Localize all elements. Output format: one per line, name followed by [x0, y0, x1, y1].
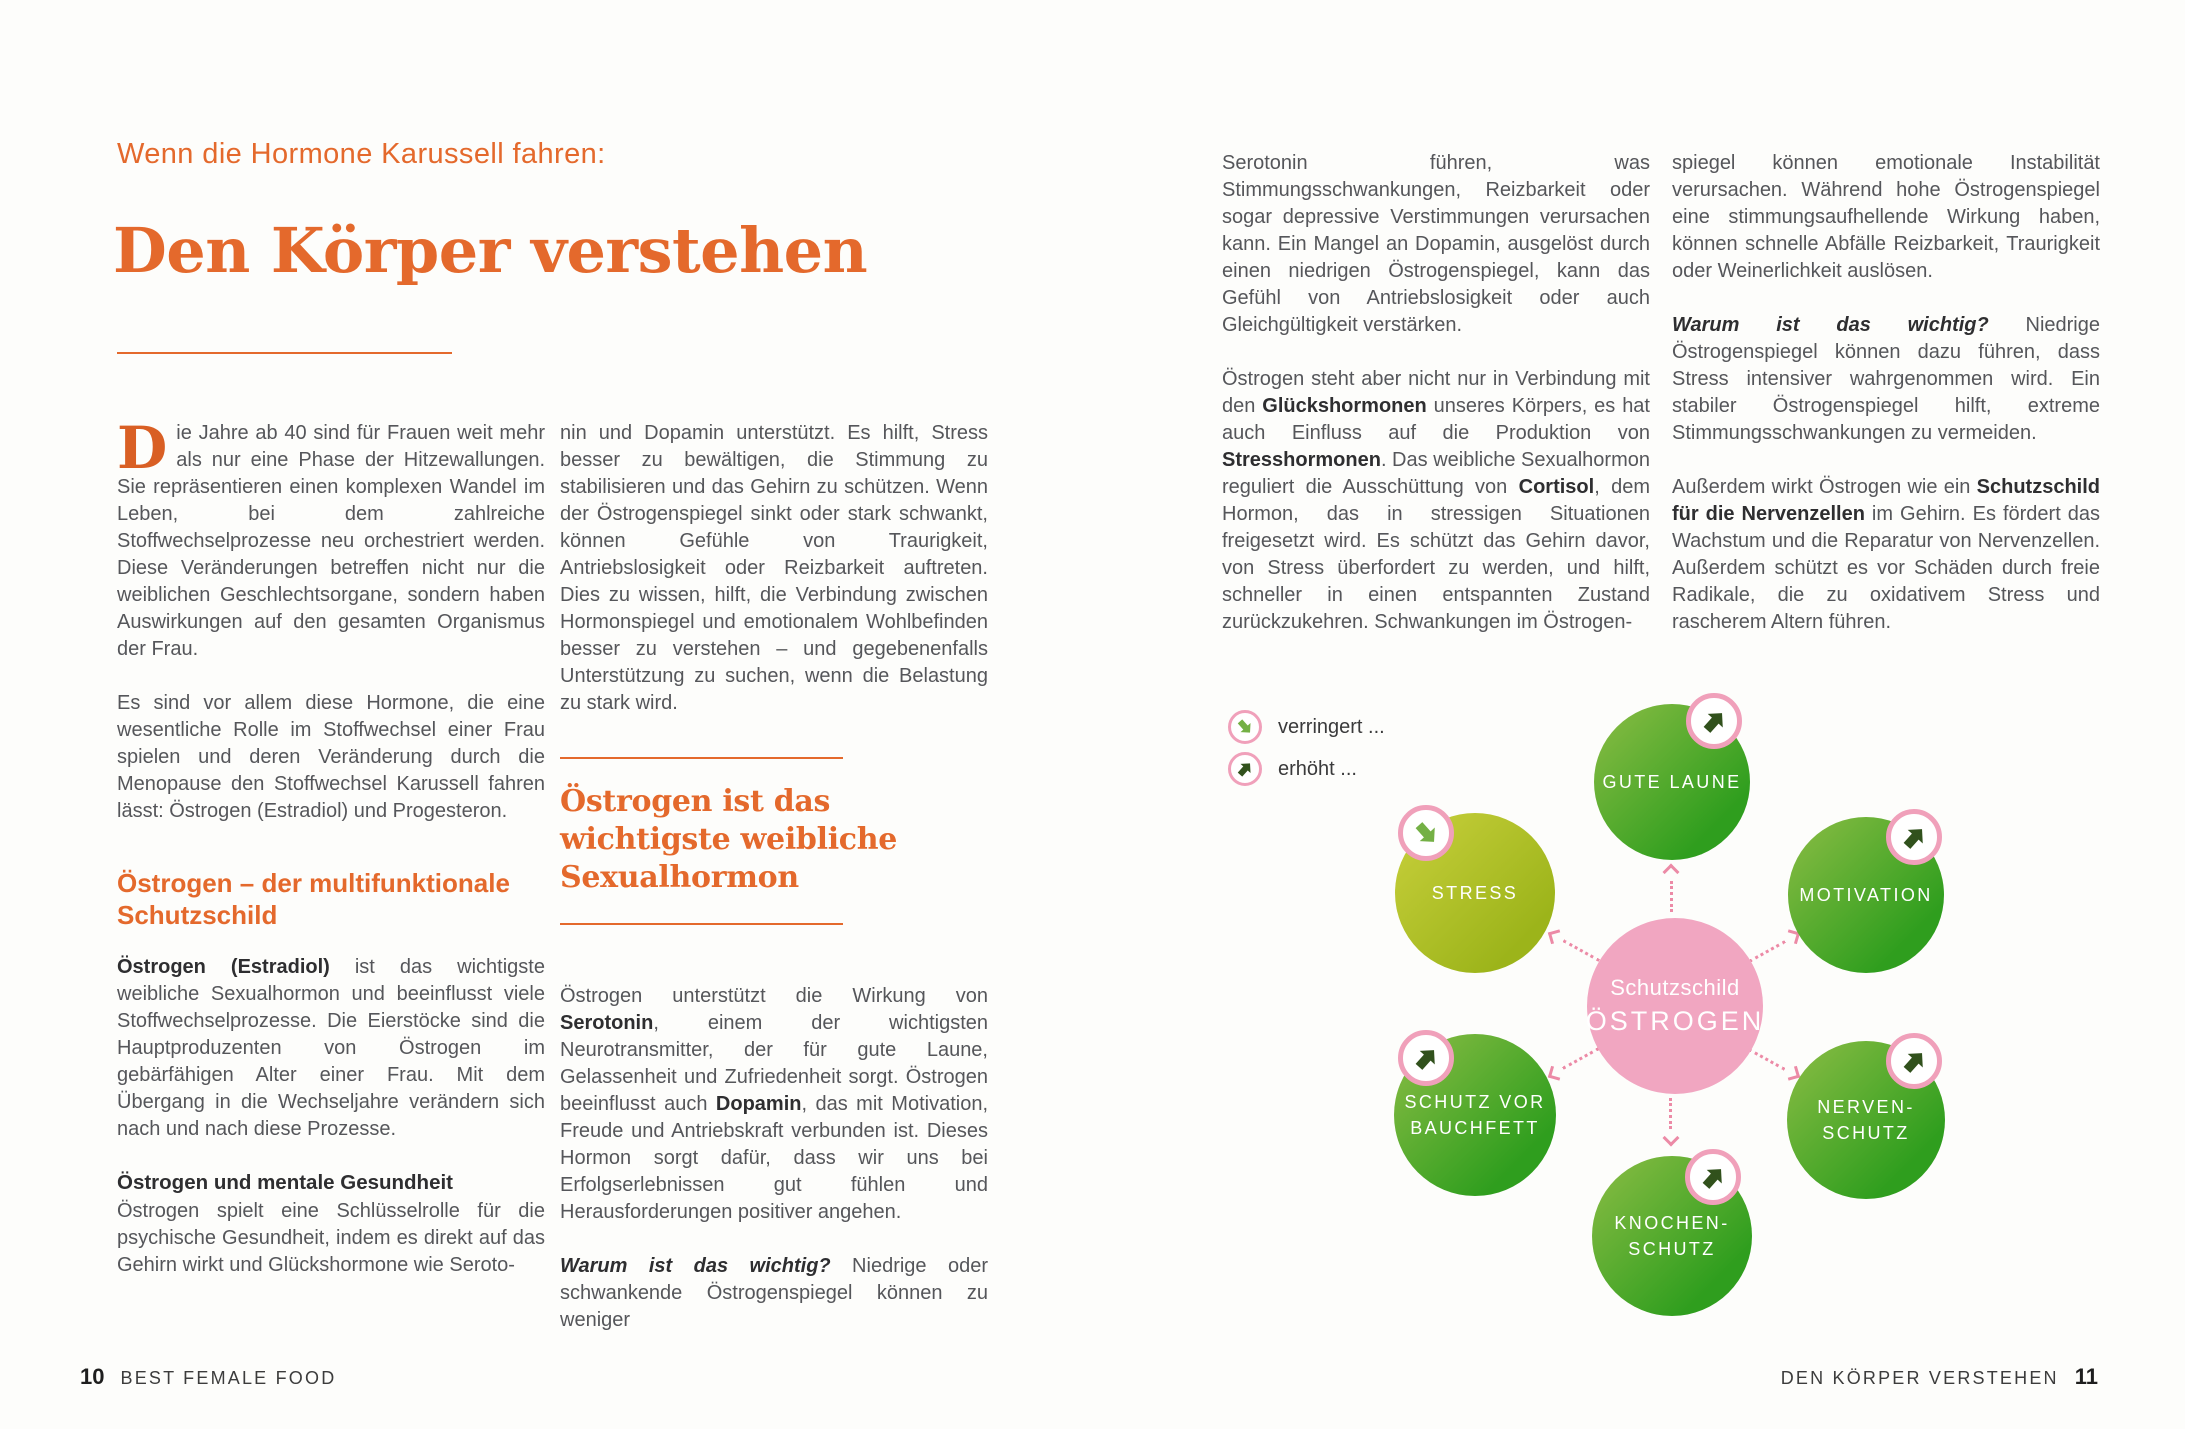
paragraph-text: Außerdem wirkt Östrogen wie ein [1672, 476, 1977, 498]
increase-badge-icon [1686, 693, 1742, 749]
paragraph: nin und Dopamin unterstützt. Es hilft, Stress besser zu bewältigen, die Stimmung zu stabilisieren und das Gehirn zu schützen. Wenn der Östrogenspiegel sinkt oder stark schwankt, können Gefühle von Traurigkeit, Antriebslosigkeit oder Reizbarkeit auftreten. Dies zu wissen, hilft, die Verbindung zwischen Hormonspiegel und emotionalem Wohlbefinden besser zu verstehen – und gegebenenfalls Unterstützung zu suchen, wenn die Belastung zu stark wird. [560, 422, 988, 714]
legend-item-increase [1228, 752, 1357, 786]
bold-term: Östrogen (Estradiol) [117, 956, 330, 978]
question-lead: Warum ist das wichtig? [560, 1255, 831, 1277]
center-label-large: ÖSTROGEN [1585, 1006, 1765, 1036]
increase-badge-icon [1886, 1033, 1942, 1089]
dropcap: D [117, 414, 168, 482]
paragraph-text: Östrogen steht aber nicht nur in Verbindung mit den [1222, 368, 1650, 417]
paragraph-text: Niedrige oder schwankende Östrogenspiegel können zu weniger [560, 1255, 988, 1331]
node-label: BAUCHFETT [1410, 1118, 1540, 1138]
paragraph-text: . Das weibliche Sexualhormon reguliert die Ausschüttung von [1222, 449, 1650, 498]
paragraph: Östrogen spielt eine Schlüsselrolle für die psychische Gesundheit, indem es direkt auf das Gehirn wirkt und Glückshormone wie Seroto- [117, 1200, 545, 1276]
node-label: SCHUTZ [1628, 1239, 1716, 1259]
paragraph-text: Östrogen unterstützt die Wirkung von [560, 985, 988, 1007]
column-1 [117, 414, 545, 1279]
increase-badge-icon [1685, 1149, 1741, 1205]
paragraph-text: im Gehirn. Es fördert das Wachstum und die Reparatur von Nervenzellen. Außerdem schützt es vor Schäden durch freie Radikale, die zu oxidativem Stress und rascherem Altern führen. [1672, 503, 2100, 633]
connector-down-icon [1666, 1098, 1676, 1144]
bold-term: Schutzschild für die Nervenzellen [1672, 476, 2100, 525]
connector-lower-left-icon [1548, 1045, 1602, 1081]
column-3 [1222, 150, 1650, 636]
node-label: GUTE LAUNE [1602, 772, 1742, 792]
bold-term: Glückshormonen [1262, 395, 1427, 417]
section-rule [560, 757, 843, 759]
paragraph-text: , das mit Motivation, Freude und Antriebskraft verbunden ist. Dieses Hormon sorgt dafür, dass wir uns bei Erfolgserlebnissen gut fühlen und Herausforderungen positiver angehen. [560, 1093, 989, 1223]
node-label: NERVEN- [1817, 1097, 1915, 1117]
decrease-badge-icon [1398, 805, 1454, 861]
question-lead: Warum ist das wichtig? [1672, 314, 1989, 336]
diagram-center-oestrogen [1587, 918, 1763, 1094]
page-title: Den Körper verstehen [113, 214, 868, 287]
section-subhead: Östrogen – der multifunktionale Schutzschild [117, 868, 510, 930]
arrow-decrease-icon [1228, 710, 1262, 744]
footer-left [80, 1364, 336, 1390]
node-label: STRESS [1431, 883, 1519, 903]
bold-term: Serotonin [560, 1012, 654, 1034]
bold-subhead: Östrogen und mentale Gesundheit [117, 1171, 454, 1194]
paragraph-text: ist das wichtigste weibliche Sexualhormon und beeinflusst viele Stoffwechselprozesse. Die Eierstöcke sind die Hauptproduzenten von Östrogen im gebärfähigen Alter einer Frau. Mit dem Übergang in die Wechseljahre verändern sich nach und nach diese Prozesse. [117, 956, 545, 1140]
serif-subhead: Östrogen ist das wichtigste weibliche Sexualhormon [560, 784, 898, 895]
paragraph-text: unseres Körpers, es hat auch Einfluss auf die Produktion von [1222, 395, 1650, 444]
paragraph [117, 954, 545, 1143]
arrow-increase-icon [1228, 752, 1262, 786]
kicker: Wenn die Hormone Karussell fahren: [117, 138, 606, 170]
paragraph: Es sind vor allem diese Hormone, die eine wesentliche Rolle im Stoffwechsel einer Frau spielen und deren Veränderung durch die Menopause den Stoffwechsel Karussell fahren lässt: Östrogen (Estradiol) und Progesteron. [117, 692, 545, 822]
center-label-small: Schutzschild [1610, 975, 1740, 1000]
legend-label: verringert ... [1278, 715, 1385, 738]
paragraph [560, 1253, 988, 1334]
bold-term: Cortisol [1518, 476, 1595, 498]
connector-lower-right-icon [1747, 1045, 1801, 1081]
node-label: KNOCHEN- [1614, 1213, 1730, 1233]
connector-upper-right-icon [1747, 929, 1801, 965]
paragraph [1672, 474, 2100, 636]
paragraph [1222, 366, 1650, 636]
page-number: 10 [80, 1364, 105, 1389]
paragraph-text: Niedrige Östrogenspiegel können dazu führen, dass Stress intensiver wahrgenommen wird. Ein stabiler Östrogenspiegel hilft, extreme Stimmungsschwankungen zu vermeiden. [1672, 314, 2100, 444]
bold-term: Dopamin [715, 1093, 802, 1115]
page-number: 11 [2074, 1364, 2098, 1389]
legend-item-decrease [1228, 710, 1385, 744]
running-head: BEST FEMALE FOOD [120, 1368, 337, 1388]
paragraph: Serotonin führen, was Stimmungsschwankungen, Reizbarkeit oder sogar depressive Verstimmungen verursachen kann. Ein Mangel an Dopamin, ausgelöst durch einen niedrigen Östrogenspiegel, kann das Gefühl von Antriebslosigkeit oder auch Gleichgültigkeit verstärken. [1222, 152, 1650, 336]
node-label: MOTIVATION [1799, 885, 1933, 905]
column-2 [560, 420, 988, 1334]
running-head: DEN KÖRPER VERSTEHEN [1780, 1368, 2059, 1388]
paragraph [1672, 312, 2100, 447]
paragraph [117, 414, 545, 663]
column-4 [1672, 150, 2100, 636]
title-rule [117, 352, 452, 354]
paragraph [560, 983, 988, 1226]
paragraph-text: , einem der wichtigsten Neurotransmitter, der für gute Laune, Gelassenheit und Zufriedenheit sorgt. Östrogen beeinflusst auch [560, 1012, 988, 1115]
connector-up-icon [1666, 866, 1676, 912]
node-label: SCHUTZ [1822, 1123, 1910, 1143]
estrogen-diagram [1380, 670, 2090, 1370]
paragraph: spiegel können emotionale Instabilität verursachen. Während hohe Östrogenspiegel eine stimmungsaufhellende Wirkung haben, können schnelle Abfälle Reizbarkeit, Traurigkeit oder Weinerlichkeit auslösen. [1672, 152, 2100, 282]
increase-badge-icon [1886, 809, 1942, 865]
legend-label: erhöht ... [1278, 757, 1357, 780]
increase-badge-icon [1398, 1030, 1454, 1086]
paragraph-text: ie Jahre ab 40 sind für Frauen weit mehr als nur eine Phase der Hitzewallungen. Sie repräsentieren einen komplexen Wandel im Leben, bei dem zahlreiche Stoffwechselprozesse neu orchestriert werden. Diese Veränderungen betreffen nicht nur die weiblichen Geschlechtsorgane, sondern haben Auswirkungen auf den gesamten Organismus der Frau. [117, 422, 545, 660]
bold-term: Stresshormonen [1222, 449, 1381, 471]
connector-upper-left-icon [1548, 929, 1602, 965]
node-label: SCHUTZ VOR [1404, 1092, 1546, 1112]
section-rule [560, 923, 843, 925]
footer-right [1781, 1364, 2098, 1390]
paragraph-text: , dem Hormon, das in stressigen Situationen freigesetzt wird. Es schützt das Gehirn davor, von Stress überfordert zu werden, und hilft, schneller in einen entspannten Zustand zurückzukehren. Schwankungen im Östrogen- [1222, 476, 1650, 633]
